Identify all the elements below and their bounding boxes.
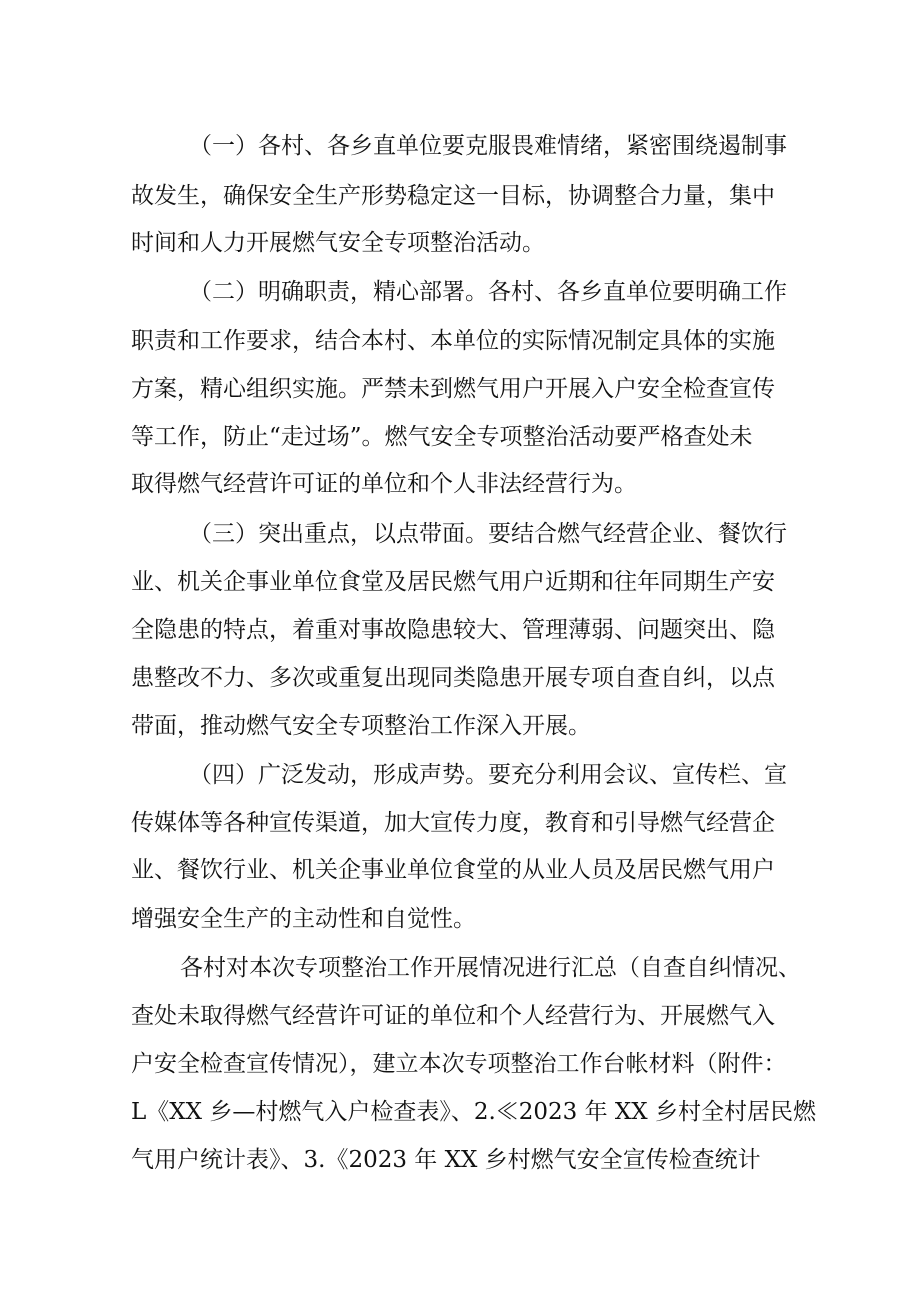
paragraph-1-line-2: 故发生，确保安全生产形势稳定这一目标，协调整合力量，集中 — [131, 183, 775, 209]
paragraph-1-line-1: （一）各村、各乡直单位要克服畏难情绪，紧密围绕遏制事 — [189, 133, 787, 159]
paragraph-1-line-3: 时间和人力开展燃气安全专项整治活动。 — [131, 230, 545, 256]
paragraph-2-line-1: （二）明确职责，精心部署。各村、各乡直单位要明确工作 — [189, 279, 787, 305]
paragraph-5-line-5: 气用户统计表》、3.《2023 年 XX 乡村燃气安全宣传检查统计 — [131, 1147, 761, 1173]
paragraph-5-line-2: 查处未取得燃气经营许可证的单位和个人经营行为、开展燃气入 — [131, 1003, 775, 1029]
paragraph-4-line-2: 传媒体等各种宣传渠道，加大宣传力度，教育和引导燃气经营企 — [131, 810, 775, 836]
paragraph-3-line-1: （三）突出重点，以点带面。要结合燃气经营企业、餐饮行 — [189, 521, 787, 547]
paragraph-3-line-2: 业、机关企事业单位食堂及居民燃气用户近期和往年同期生产安 — [131, 569, 775, 595]
paragraph-5-line-1: 各村对本次专项整治工作开展情况进行汇总（自查自纠情况、 — [180, 955, 801, 981]
paragraph-5-line-4: L《XX 乡—村燃气入户检查表》、2.≪2023 年 XX 乡村全村居民燃 — [131, 1099, 816, 1125]
paragraph-5-line-3: 户安全检查宣传情况），建立本次专项整治工作台帐材料（附件： — [131, 1051, 787, 1077]
paragraph-3-line-5: 带面，推动燃气安全专项整治工作深入开展。 — [131, 713, 591, 739]
paragraph-3-line-4: 患整改不力、多次或重复出现同类隐患开展专项自查自纠，以点 — [131, 665, 775, 691]
paragraph-2-line-5: 取得燃气经营许可证的单位和个人非法经营行为。 — [131, 471, 637, 497]
paragraph-4-line-4: 增强安全生产的主动性和自觉性。 — [131, 906, 476, 932]
paragraph-2-line-4: 等工作，防止“走过场”。燃气安全专项整治活动要严格查处未 — [131, 424, 753, 450]
paragraph-3-line-3: 全隐患的特点，着重对事故隐患较大、管理薄弱、问题突出、隐 — [131, 617, 775, 643]
paragraph-4-line-1: （四）广泛发动，形成声势。要充分利用会议、宣传栏、宣 — [189, 762, 787, 788]
paragraph-4-line-3: 业、餐饮行业、机关企事业单位食堂的从业人员及居民燃气用户 — [131, 857, 775, 883]
paragraph-2-line-3: 方案，精心组织实施。严禁未到燃气用户开展入户安全检查宣传 — [131, 376, 775, 402]
paragraph-2-line-2: 职责和工作要求，结合本村、本单位的实际情况制定具体的实施 — [131, 328, 775, 354]
